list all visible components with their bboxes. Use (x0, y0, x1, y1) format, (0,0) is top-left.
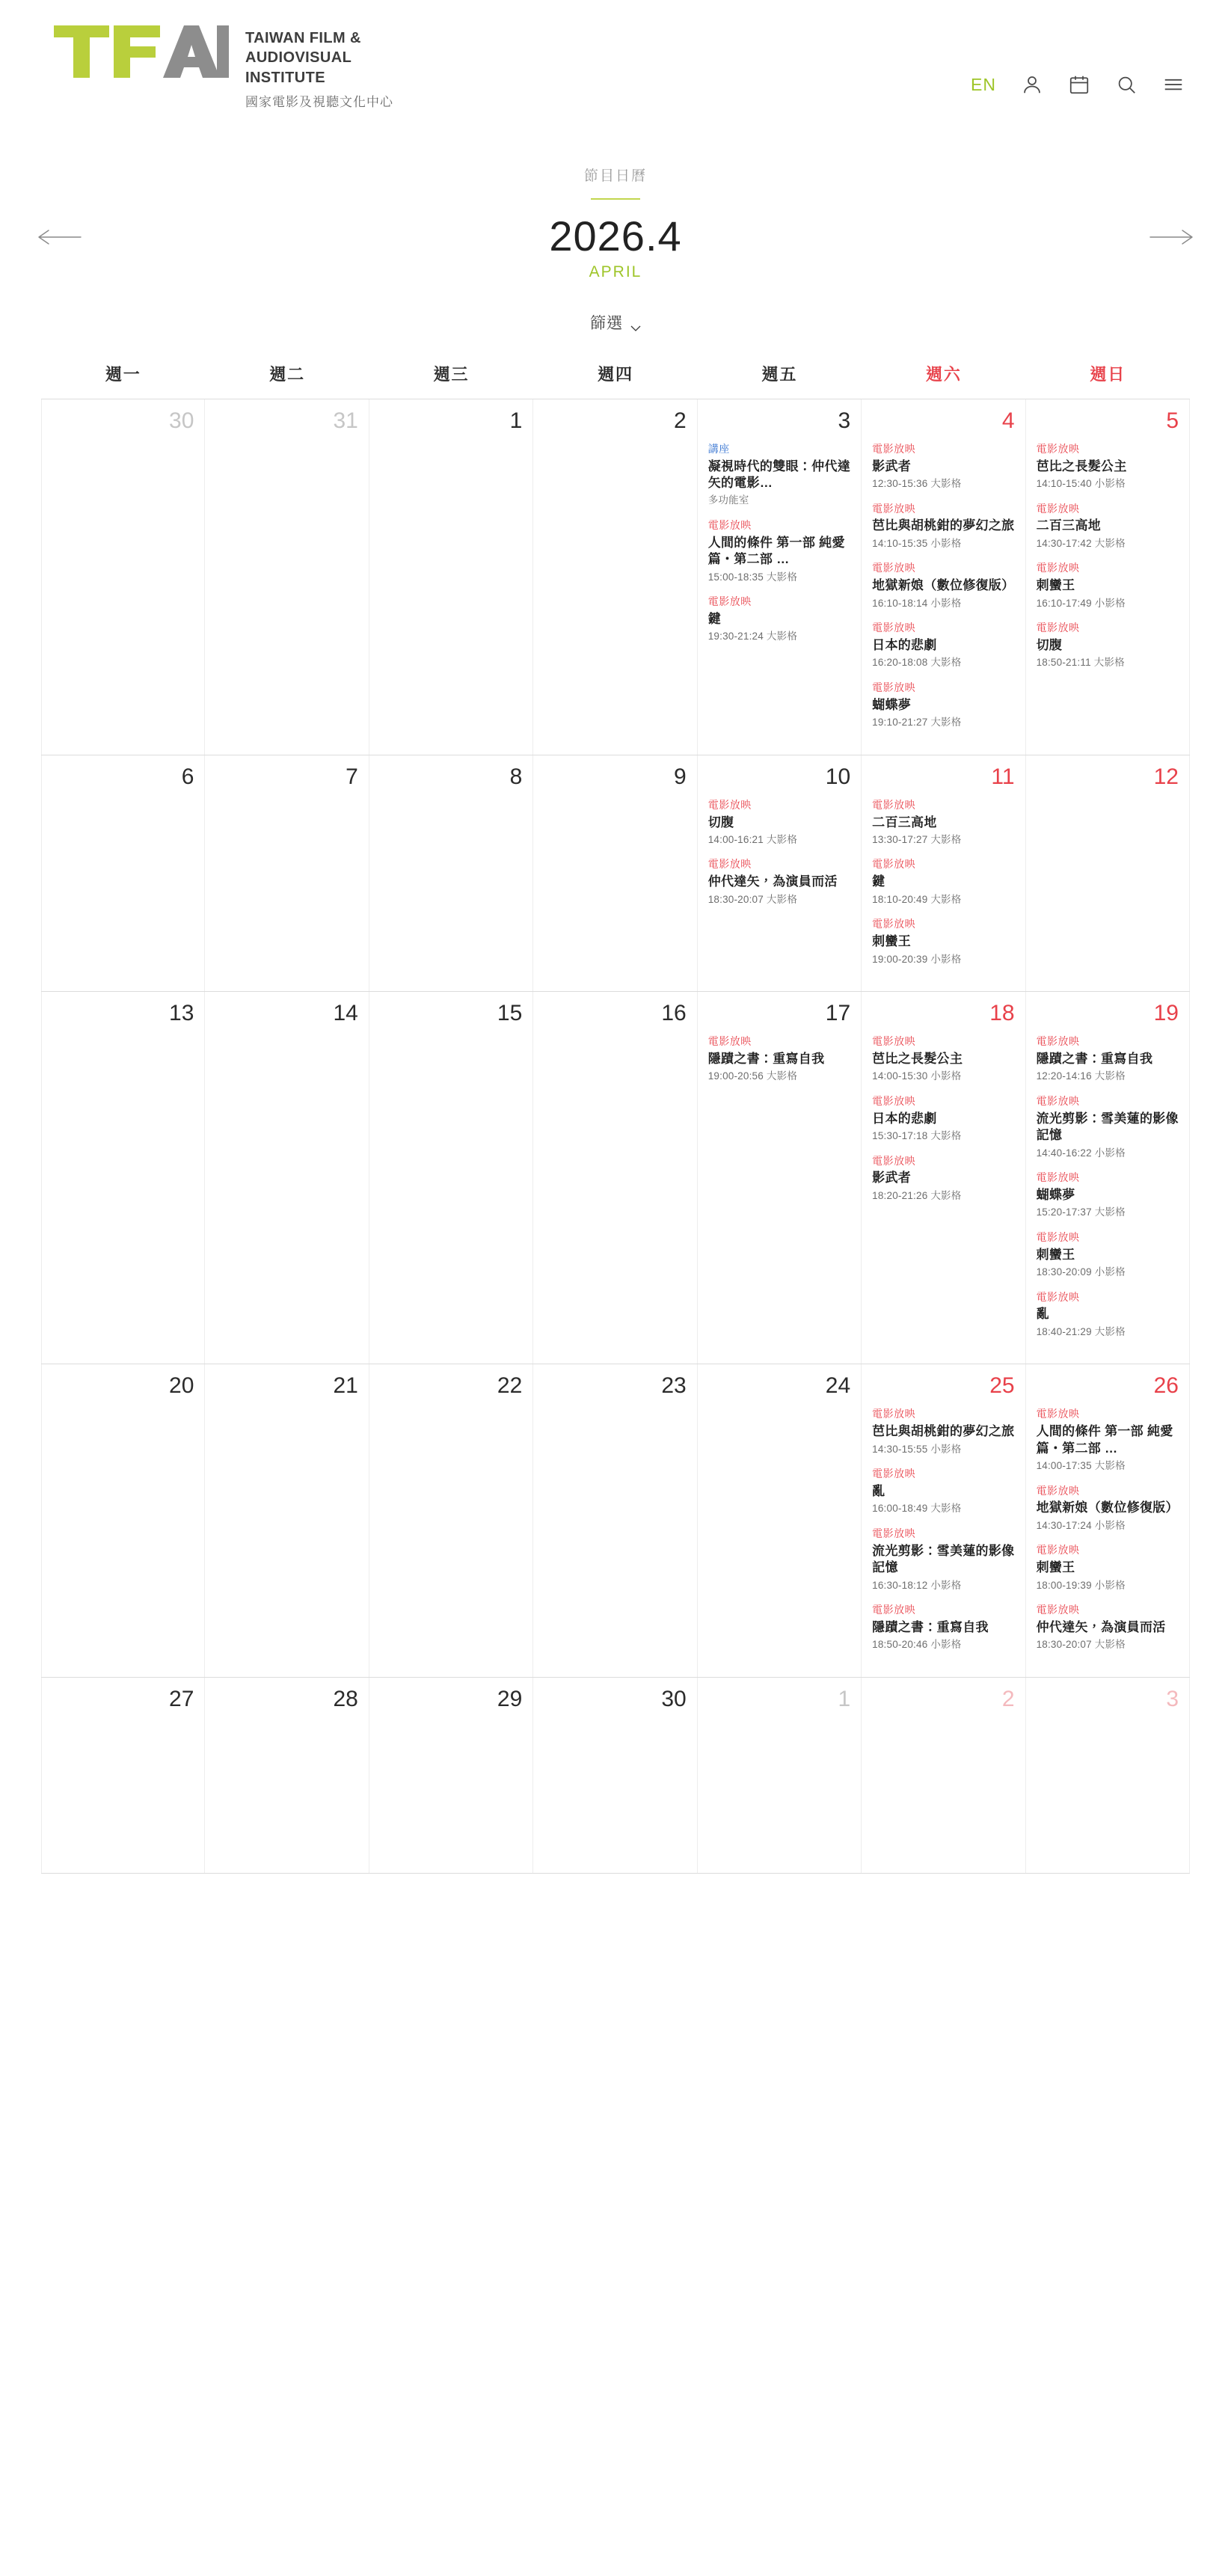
day-number: 15 (497, 1001, 523, 1026)
prev-month-button[interactable] (37, 226, 82, 248)
calendar-day-cell[interactable] (205, 992, 369, 1364)
calendar-week-row (41, 1678, 1190, 1874)
calendar-day-cell[interactable] (1026, 1364, 1190, 1677)
calendar-event[interactable] (1037, 1485, 1179, 1533)
event-title[interactable]: 刺蠻王 (1036, 1247, 1075, 1262)
event-category: 電影放映 (872, 1527, 916, 1539)
event-category: 電影放映 (1036, 1094, 1080, 1107)
event-title[interactable]: 亂 (872, 1483, 885, 1498)
calendar-event[interactable] (1037, 1095, 1179, 1159)
calendar-icon[interactable] (1068, 73, 1090, 96)
event-category: 電影放映 (872, 562, 916, 574)
calendar-day-cell[interactable] (369, 399, 533, 755)
calendar-event[interactable] (872, 443, 1014, 491)
calendar-event[interactable] (872, 1035, 1014, 1083)
calendar-event[interactable] (708, 519, 850, 583)
day-number: 11 (991, 764, 1015, 789)
event-category: 講座 (707, 442, 730, 455)
day-number: 6 (181, 764, 194, 789)
event-time-venue: 多功能室 (707, 494, 749, 506)
calendar-event[interactable] (872, 562, 1014, 610)
calendar-day-cell[interactable] (862, 755, 1025, 991)
event-time-venue: 16:10-18:14 小影格 (872, 597, 962, 609)
event-time-venue: 16:10-17:49 小影格 (1036, 597, 1126, 609)
calendar-event[interactable] (872, 503, 1014, 551)
event-category: 電影放映 (872, 681, 916, 693)
user-icon[interactable] (1021, 73, 1043, 96)
calendar-day-cell[interactable] (205, 1364, 369, 1677)
event-title[interactable]: 鍵 (707, 612, 722, 627)
calendar-day-cell[interactable] (698, 1364, 862, 1677)
event-time-venue: 13:30-17:27 大影格 (872, 833, 962, 845)
calendar-day-cell[interactable] (862, 1678, 1025, 1873)
event-title[interactable]: 蝴蝶夢 (872, 697, 912, 712)
calendar-event[interactable] (1037, 1171, 1179, 1219)
day-number: 24 (825, 1373, 851, 1399)
event-time-venue: 15:20-17:37 大影格 (1036, 1206, 1126, 1218)
event-category: 電影放映 (707, 798, 752, 811)
calendar-day-cell[interactable] (533, 755, 697, 991)
event-time-venue: 19:00-20:56 大影格 (707, 1070, 798, 1082)
calendar-day-cell[interactable] (41, 992, 205, 1364)
calendar-day-cell[interactable] (1026, 1678, 1190, 1873)
calendar-day-cell[interactable] (205, 755, 369, 991)
logo-en-line2: AUDIOVISUAL (245, 49, 352, 67)
day-number: 23 (661, 1373, 687, 1399)
event-category: 電影放映 (872, 1468, 916, 1480)
day-number: 8 (509, 764, 523, 789)
calendar-event[interactable] (872, 681, 1014, 729)
calendar-event[interactable] (1037, 503, 1179, 551)
calendar-day-cell[interactable] (533, 992, 697, 1364)
tfai-logo-mark (51, 19, 229, 84)
calendar-day-cell[interactable] (369, 1678, 533, 1873)
calendar-day-cell[interactable] (41, 1364, 205, 1677)
day-number: 17 (825, 1001, 851, 1026)
event-category: 電影放映 (1036, 1408, 1080, 1420)
day-number: 13 (169, 1001, 194, 1026)
calendar-event[interactable] (708, 443, 850, 507)
event-category: 電影放映 (1036, 442, 1080, 455)
event-category: 電影放映 (1036, 562, 1080, 574)
event-category: 電影放映 (872, 1408, 916, 1420)
event-time-venue: 15:00-18:35 大影格 (707, 571, 798, 583)
day-number: 18 (989, 1001, 1015, 1026)
event-time-venue: 16:00-18:49 大影格 (872, 1503, 962, 1515)
event-category: 電影放映 (872, 442, 916, 455)
event-title[interactable]: 二百三高地 (1036, 518, 1102, 533)
search-icon[interactable] (1115, 73, 1138, 96)
calendar-event[interactable] (1037, 1544, 1179, 1592)
menu-icon[interactable] (1162, 73, 1185, 96)
calendar-event[interactable] (872, 1095, 1014, 1143)
calendar-event[interactable] (872, 1527, 1014, 1592)
event-category: 電影放映 (707, 858, 752, 871)
event-time-venue: 18:30-20:09 小影格 (1036, 1266, 1126, 1278)
calendar-grid (41, 399, 1190, 1874)
calendar-day-cell[interactable] (698, 755, 862, 991)
language-switch[interactable]: EN (971, 74, 996, 94)
event-category: 電影放映 (1036, 1290, 1080, 1303)
event-time-venue: 12:30-15:36 大影格 (872, 478, 962, 490)
event-title[interactable]: 影武者 (872, 459, 912, 473)
calendar-day-cell[interactable] (41, 755, 205, 991)
event-category: 電影放映 (872, 858, 916, 871)
day-number: 31 (333, 408, 358, 433)
event-title[interactable]: 隱蹟之書：重寫自我 (1036, 1051, 1153, 1066)
event-time-venue: 14:00-17:35 大影格 (1036, 1460, 1126, 1472)
event-title[interactable]: 仲代達矢，為演員而活 (707, 874, 838, 889)
event-time-venue: 14:10-15:40 小影格 (1036, 478, 1126, 490)
weekday-header-row (41, 362, 1190, 399)
calendar-day-cell[interactable] (698, 1678, 862, 1873)
event-title[interactable]: 隱蹟之書：重寫自我 (872, 1619, 989, 1634)
calendar-week-row (41, 399, 1190, 755)
event-title[interactable]: 芭比之長髮公主 (872, 1051, 963, 1066)
day-number: 25 (989, 1373, 1015, 1399)
calendar-event[interactable] (872, 799, 1014, 847)
calendar-header (0, 142, 1231, 334)
day-number: 3 (1166, 1686, 1179, 1711)
calendar-week-row (41, 755, 1190, 992)
page-title: 2026.4 (549, 212, 682, 260)
event-time-venue: 14:40-16:22 小影格 (1036, 1147, 1126, 1159)
event-title[interactable]: 地獄新娘（數位修復版） (1036, 1500, 1179, 1515)
day-number: 28 (333, 1686, 358, 1711)
day-number: 21 (333, 1373, 358, 1399)
calendar-day-cell[interactable] (862, 399, 1025, 755)
site-header (0, 0, 1231, 142)
day-number: 12 (1153, 764, 1179, 789)
calendar-event[interactable] (1037, 562, 1179, 610)
calendar-event[interactable] (1037, 622, 1179, 669)
calendar-event[interactable] (1037, 443, 1179, 491)
event-category: 電影放映 (1036, 1171, 1080, 1184)
logo-en-line1: TAIWAN FILM & (245, 30, 361, 46)
calendar-event[interactable] (1037, 1604, 1179, 1652)
calendar-event[interactable] (872, 1604, 1014, 1652)
day-number: 22 (497, 1373, 523, 1399)
logo-wordmark (245, 19, 393, 111)
calendar-event[interactable] (872, 1408, 1014, 1456)
event-title[interactable]: 刺蠻王 (1036, 1560, 1075, 1575)
calendar-day-cell[interactable] (369, 755, 533, 991)
event-time-venue: 19:00-20:39 小影格 (872, 953, 962, 965)
event-time-venue: 14:00-15:30 小影格 (872, 1070, 962, 1082)
event-time-venue: 18:50-21:11 大影格 (1036, 657, 1125, 669)
calendar-event[interactable] (708, 858, 850, 906)
event-category: 電影放映 (872, 798, 916, 811)
day-number: 30 (169, 408, 194, 433)
calendar-day-cell[interactable] (41, 1678, 205, 1873)
calendar-day-cell[interactable] (862, 992, 1025, 1364)
day-number: 5 (1166, 408, 1179, 433)
day-number: 27 (169, 1686, 194, 1711)
divider (591, 198, 640, 200)
calendar-event[interactable] (1037, 1408, 1179, 1472)
calendar-week-row (41, 1364, 1190, 1678)
event-time-venue: 14:30-17:24 小影格 (1036, 1519, 1126, 1531)
day-number: 30 (661, 1686, 687, 1711)
day-number: 16 (661, 1001, 687, 1026)
event-time-venue: 16:30-18:12 小影格 (872, 1579, 962, 1591)
calendar-day-cell[interactable] (698, 992, 862, 1364)
calendar-day-cell[interactable] (533, 1678, 697, 1873)
day-number: 4 (1001, 408, 1015, 433)
month-english-label: APRIL (589, 263, 642, 280)
calendar-day-cell[interactable] (1026, 992, 1190, 1364)
event-time-venue: 18:30-20:07 大影格 (707, 893, 798, 905)
calendar-day-cell[interactable] (533, 1364, 697, 1677)
event-category: 電影放映 (1036, 1544, 1080, 1557)
event-time-venue: 14:30-15:55 小影格 (872, 1443, 962, 1455)
event-title[interactable]: 芭比與胡桃鉗的夢幻之旅 (872, 518, 1015, 533)
event-category: 電影放映 (707, 519, 752, 532)
calendar-day-cell[interactable] (205, 399, 369, 755)
day-number: 7 (346, 764, 358, 789)
event-time-venue: 19:30-21:24 大影格 (707, 631, 798, 643)
event-category: 電影放映 (872, 1604, 916, 1616)
event-category: 電影放映 (707, 1035, 752, 1048)
event-title[interactable]: 人間的條件 第一部 純愛篇・第二部 … (707, 535, 845, 567)
event-title[interactable]: 二百三高地 (872, 815, 937, 829)
event-title[interactable]: 芭比與胡桃鉗的夢幻之旅 (872, 1424, 1015, 1439)
weekday-sat: 週六 (925, 364, 962, 384)
calendar-event[interactable] (1037, 1035, 1179, 1083)
day-number: 19 (1153, 1001, 1179, 1026)
calendar-event[interactable] (1037, 1291, 1179, 1339)
event-title[interactable]: 蝴蝶夢 (1036, 1187, 1075, 1202)
calendar-event[interactable] (872, 1468, 1014, 1515)
event-category: 電影放映 (872, 502, 916, 515)
event-category: 電影放映 (872, 622, 916, 634)
event-time-venue: 15:30-17:18 大影格 (872, 1130, 962, 1142)
event-title[interactable]: 凝視時代的雙眼：仲代達矢的電影… (707, 459, 851, 491)
calendar-event[interactable] (1037, 1231, 1179, 1279)
event-category: 電影放映 (1036, 1230, 1080, 1243)
day-number: 1 (838, 1686, 851, 1711)
day-number: 10 (825, 764, 851, 789)
calendar-day-cell[interactable] (862, 1364, 1025, 1677)
header-utility-nav (971, 73, 1185, 96)
chevron-down-icon (630, 319, 641, 325)
event-title[interactable]: 亂 (1036, 1307, 1049, 1322)
event-time-venue: 14:00-16:21 大影格 (707, 833, 798, 845)
day-number: 1 (509, 408, 523, 433)
event-category: 電影放映 (707, 595, 752, 608)
event-title[interactable]: 切腹 (707, 815, 734, 829)
event-time-venue: 18:00-19:39 小影格 (1036, 1579, 1126, 1591)
event-time-venue: 18:20-21:26 大影格 (872, 1189, 962, 1201)
event-title[interactable]: 芭比之長髮公主 (1036, 459, 1127, 473)
event-title[interactable]: 日本的悲劇 (872, 637, 937, 652)
weekday-tue: 週二 (269, 364, 306, 384)
event-category: 電影放映 (1036, 502, 1080, 515)
event-category: 電影放映 (872, 1154, 916, 1167)
calendar-day-cell[interactable] (369, 992, 533, 1364)
calendar-day-cell[interactable] (1026, 399, 1190, 755)
weekday-thu: 週四 (597, 364, 633, 384)
calendar-week-row (41, 992, 1190, 1364)
site-logo[interactable] (51, 19, 393, 111)
calendar-event[interactable] (708, 595, 850, 643)
next-month-button[interactable] (1149, 226, 1194, 248)
event-time-venue: 14:10-15:35 小影格 (872, 537, 962, 549)
event-title[interactable]: 流光剪影：雪美蓮的影像記憶 (872, 1543, 1015, 1575)
day-number: 26 (1153, 1373, 1179, 1399)
filter-dropdown[interactable] (590, 311, 641, 334)
calendar-day-cell[interactable] (1026, 755, 1190, 991)
filter-label: 篩選 (590, 314, 623, 332)
page-kicker: 節目日曆 (583, 168, 647, 184)
calendar-event[interactable] (872, 622, 1014, 669)
day-number: 9 (674, 764, 687, 789)
event-category: 電影放映 (872, 1035, 916, 1048)
event-title[interactable]: 刺蠻王 (872, 934, 912, 949)
event-title[interactable]: 切腹 (1036, 637, 1063, 652)
event-title[interactable]: 影武者 (872, 1171, 912, 1186)
event-time-venue: 18:40-21:29 大影格 (1036, 1325, 1126, 1337)
event-time-venue: 16:20-18:08 大影格 (872, 657, 962, 669)
event-title[interactable]: 流光剪影：雪美蓮的影像記憶 (1036, 1111, 1179, 1143)
event-category: 電影放映 (1036, 1035, 1080, 1048)
event-title[interactable]: 鍵 (872, 874, 885, 889)
calendar-event[interactable] (708, 799, 850, 847)
calendar-day-cell[interactable] (533, 399, 697, 755)
calendar-day-cell[interactable] (205, 1678, 369, 1873)
calendar-event[interactable] (872, 918, 1014, 966)
calendar-day-cell[interactable] (41, 399, 205, 755)
calendar-event[interactable] (872, 858, 1014, 906)
event-title[interactable]: 日本的悲劇 (872, 1111, 937, 1126)
event-time-venue: 18:50-20:46 小影格 (872, 1639, 962, 1651)
day-number: 3 (838, 408, 851, 433)
event-time-venue: 19:10-21:27 大影格 (872, 717, 962, 729)
weekday-wed: 週三 (433, 364, 470, 384)
event-title[interactable]: 刺蠻王 (1036, 578, 1075, 593)
weekday-fri: 週五 (761, 364, 798, 384)
calendar-day-cell[interactable] (369, 1364, 533, 1677)
event-category: 電影放映 (872, 1094, 916, 1107)
event-category: 電影放映 (1036, 1484, 1080, 1497)
event-time-venue: 14:30-17:42 大影格 (1036, 537, 1126, 549)
event-category: 電影放映 (872, 918, 916, 930)
event-category: 電影放映 (1036, 1604, 1080, 1616)
calendar-event[interactable] (872, 1155, 1014, 1203)
day-number: 2 (1001, 1686, 1015, 1711)
weekday-sun: 週日 (1090, 364, 1126, 384)
event-time-venue: 18:30-20:07 大影格 (1036, 1639, 1126, 1651)
weekday-mon: 週一 (105, 364, 141, 384)
day-number: 29 (497, 1686, 523, 1711)
calendar-event[interactable] (708, 1035, 850, 1083)
event-time-venue: 12:20-14:16 大影格 (1036, 1070, 1126, 1082)
event-time-venue: 18:10-20:49 大影格 (872, 893, 962, 905)
event-title[interactable]: 人間的條件 第一部 純愛篇・第二部 … (1036, 1424, 1173, 1456)
logo-en-line3: INSTITUTE (245, 69, 325, 86)
day-number: 2 (674, 408, 687, 433)
event-category: 電影放映 (1036, 622, 1080, 634)
event-title[interactable]: 仲代達矢，為演員而活 (1036, 1619, 1166, 1634)
logo-zh: 國家電影及視聽文化中心 (245, 95, 393, 110)
event-title[interactable]: 隱蹟之書：重寫自我 (707, 1051, 825, 1066)
event-title[interactable]: 地獄新娘（數位修復版） (872, 578, 1015, 593)
calendar-day-cell[interactable] (698, 399, 862, 755)
day-number: 20 (169, 1373, 194, 1399)
day-number: 14 (333, 1001, 358, 1026)
